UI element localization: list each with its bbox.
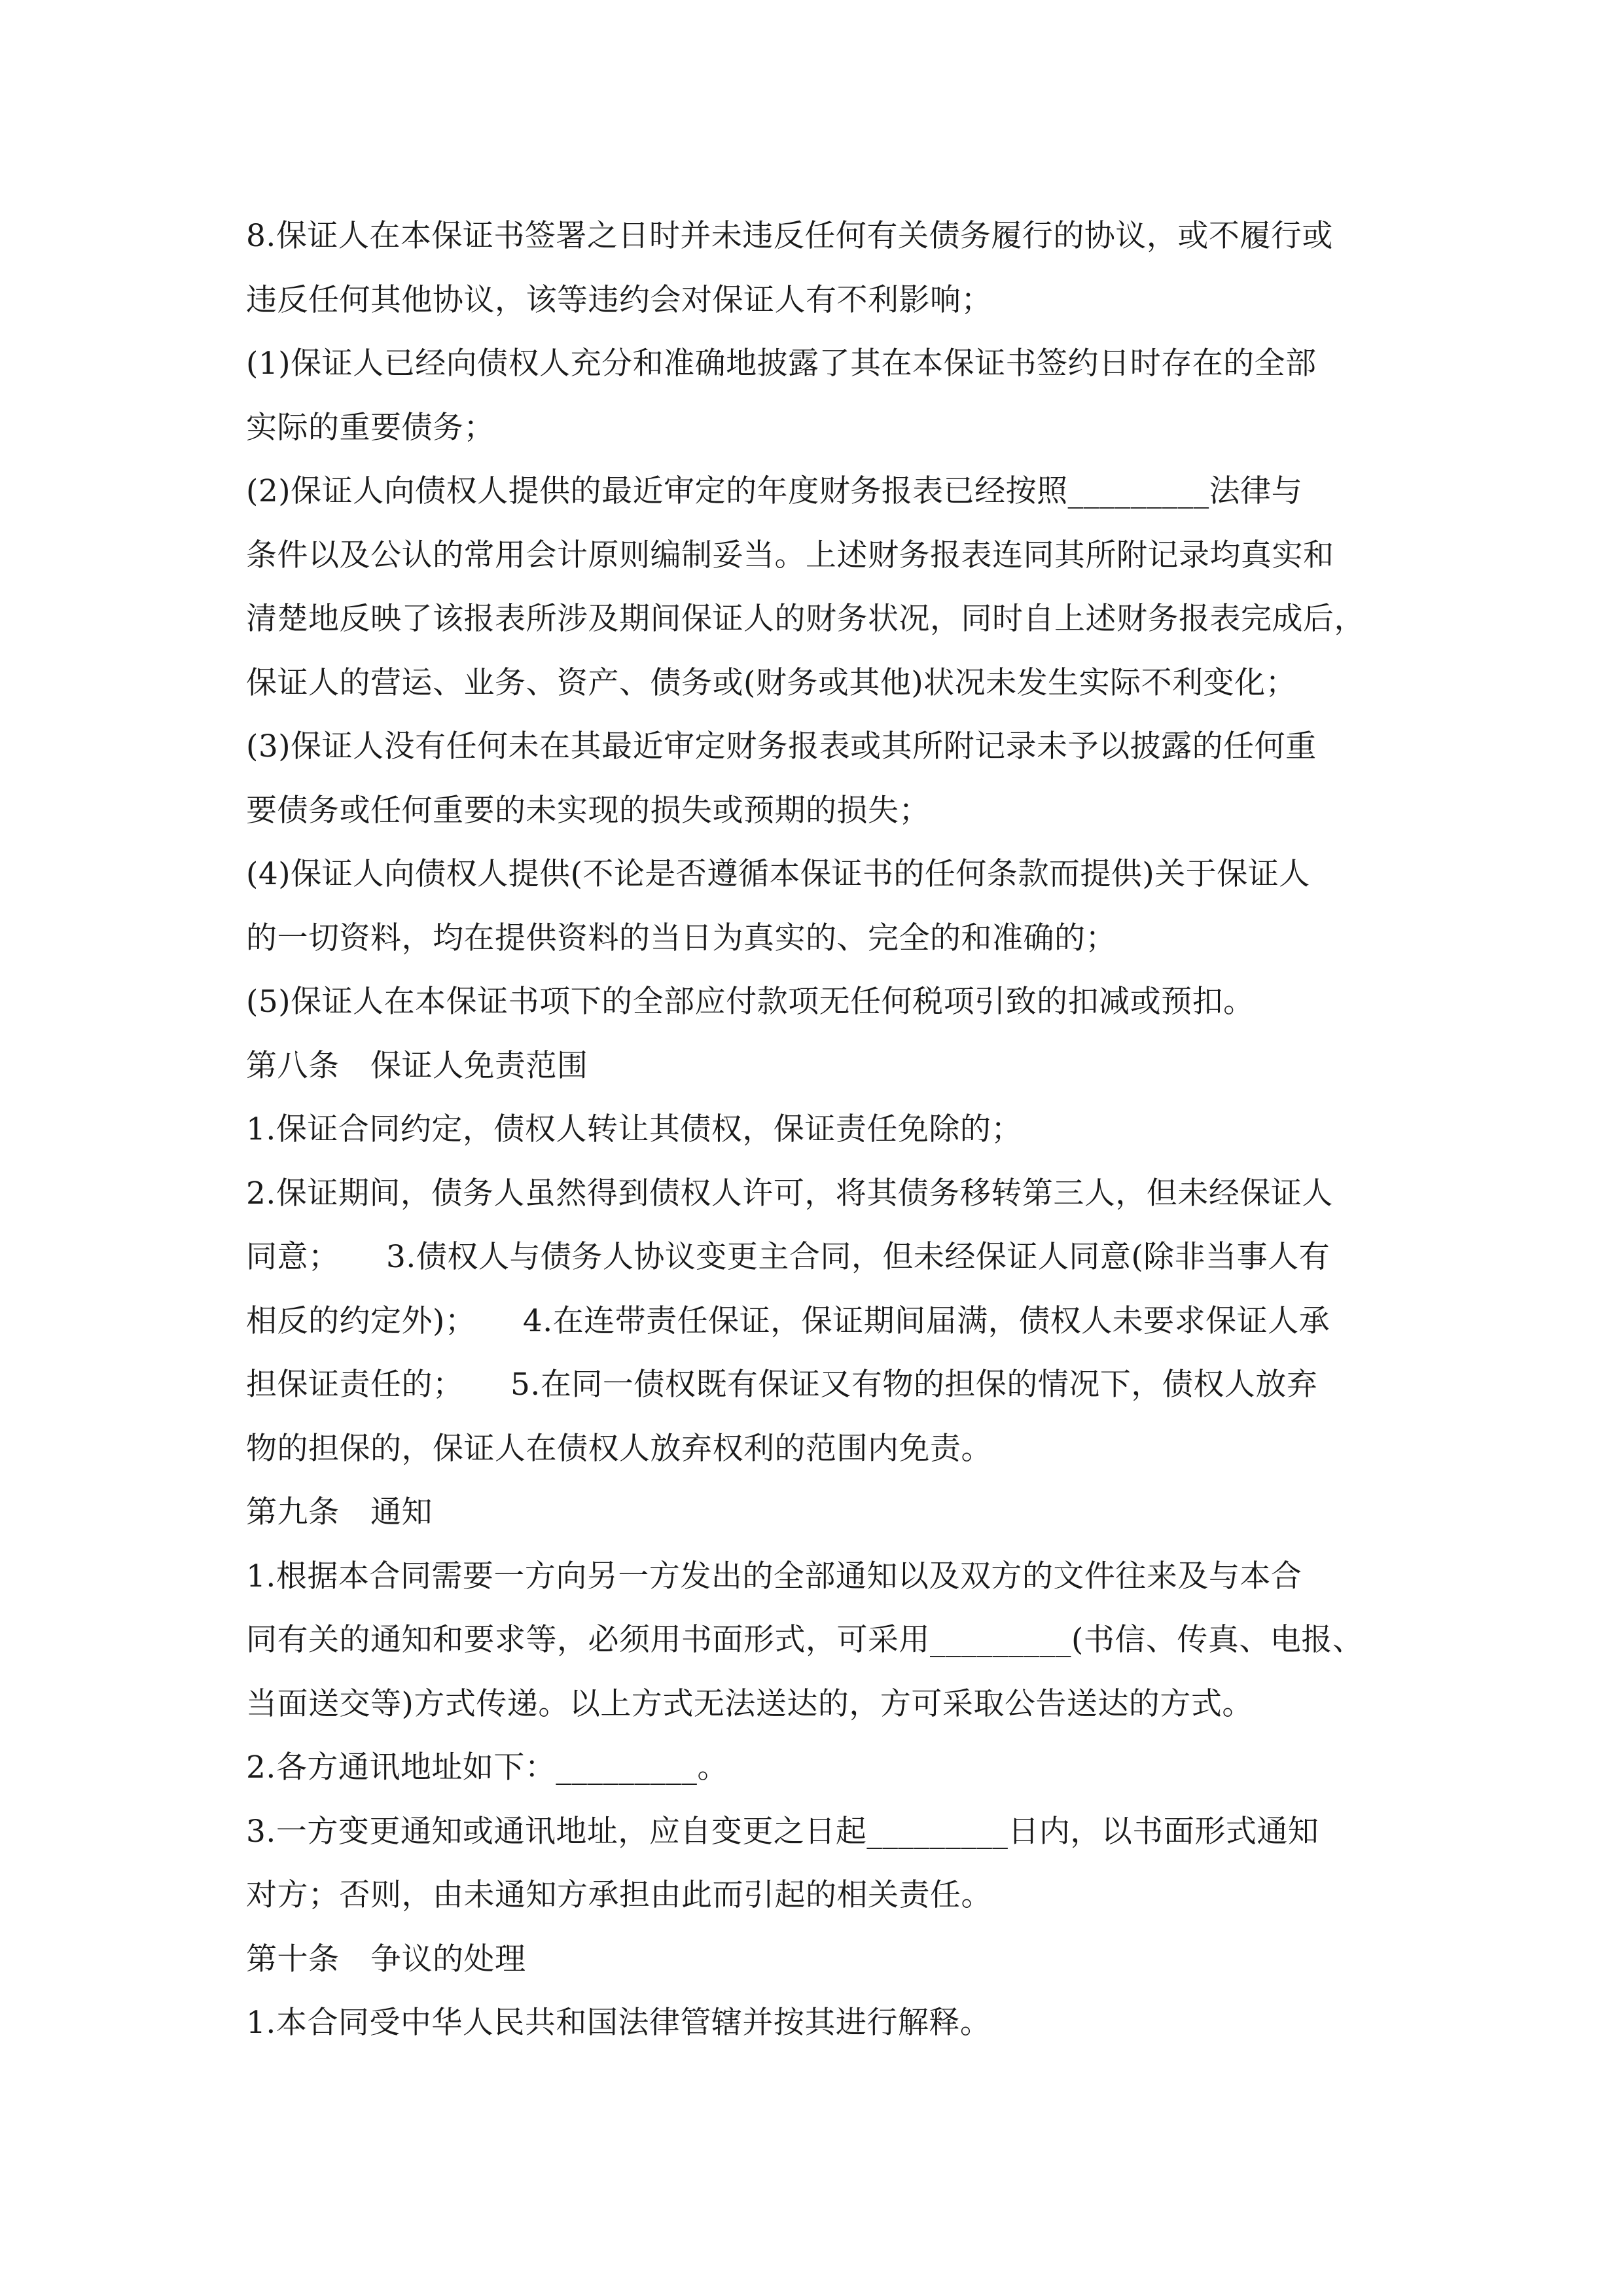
text-line: 实际的重要债务； — [246, 409, 495, 446]
text-line: 条件以及公认的常用会计原则编制妥当。上述财务报表连同其所附记录均真实和 — [246, 537, 1334, 573]
section-heading-article-9: 第九条 通知 — [246, 1494, 433, 1530]
text-line: 同有关的通知和要求等，必须用书面形式，可采用_________(书信、传真、电报、 — [246, 1622, 1364, 1658]
text-line: 2.保证期间，债务人虽然得到债权人许可，将其债务移转第三人，但未经保证人 — [246, 1175, 1333, 1211]
text-line: 物的担保的，保证人在债权人放弃权利的范围内免责。 — [246, 1430, 992, 1467]
document-body — [246, 204, 1385, 2055]
text-line: 3.一方变更通知或通讯地址，应自变更之日起_________日内，以书面形式通知 — [246, 1813, 1319, 1850]
text-line: (4)保证人向债权人提供(不论是否遵循本保证书的任何条款而提供)关于保证人 — [246, 856, 1310, 892]
text-line: 保证人的营运、业务、资产、债务或(财务或其他)状况未发生实际不利变化； — [246, 664, 1297, 701]
text-line: 担保证责任的； 5.在同一债权既有保证又有物的担保的情况下，债权人放弃 — [246, 1367, 1318, 1403]
text-line: 对方；否则，由未通知方承担由此而引起的相关责任。 — [246, 1877, 992, 1913]
text-line: 1.根据本合同需要一方向另一方发出的全部通知以及双方的文件往来及与本合 — [246, 1558, 1302, 1594]
text-line: (3)保证人没有任何未在其最近审定财务报表或其所附记录未予以披露的任何重 — [246, 728, 1317, 764]
text-line: 违反任何其他协议，该等违约会对保证人有不利影响； — [246, 281, 992, 318]
text-line: (5)保证人在本保证书项下的全部应付款项无任何税项引致的扣减或预扣。 — [246, 984, 1255, 1020]
text-line: 2.各方通讯地址如下：_________。 — [246, 1749, 728, 1785]
text-line: 的一切资料，均在提供资料的当日为真实的、完全的和准确的； — [246, 920, 1116, 956]
text-line: 1.本合同受中华人民共和国法律管辖并按其进行解释。 — [246, 2005, 991, 2041]
text-line: 8.保证人在本保证书签署之日时并未违反任何有关债务履行的协议，或不履行或 — [246, 218, 1333, 254]
text-line: (1)保证人已经向债权人充分和准确地披露了其在本保证书签约日时存在的全部 — [246, 346, 1317, 382]
text-line: (2)保证人向债权人提供的最近审定的年度财务报表已经按照_________法律与 — [246, 473, 1303, 509]
text-line: 当面送交等)方式传递。以上方式无法送达的，方可采取公告送达的方式。 — [246, 1685, 1253, 1722]
section-heading-article-8: 第八条 保证人免责范围 — [246, 1047, 588, 1084]
text-line: 相反的约定外)； 4.在连带责任保证，保证期间届满，债权人未要求保证人承 — [246, 1302, 1330, 1339]
section-heading-article-10: 第十条 争议的处理 — [246, 1941, 526, 1977]
text-line: 清楚地反映了该报表所涉及期间保证人的财务状况，同时自上述财务报表完成后， — [246, 601, 1365, 637]
text-line: 1.保证合同约定，债权人转让其债权，保证责任免除的； — [246, 1111, 1022, 1147]
text-line: 同意； 3.债权人与债务人协议变更主合同，但未经保证人同意(除非当事人有 — [246, 1239, 1330, 1275]
text-line: 要债务或任何重要的未实现的损失或预期的损失； — [246, 792, 930, 829]
